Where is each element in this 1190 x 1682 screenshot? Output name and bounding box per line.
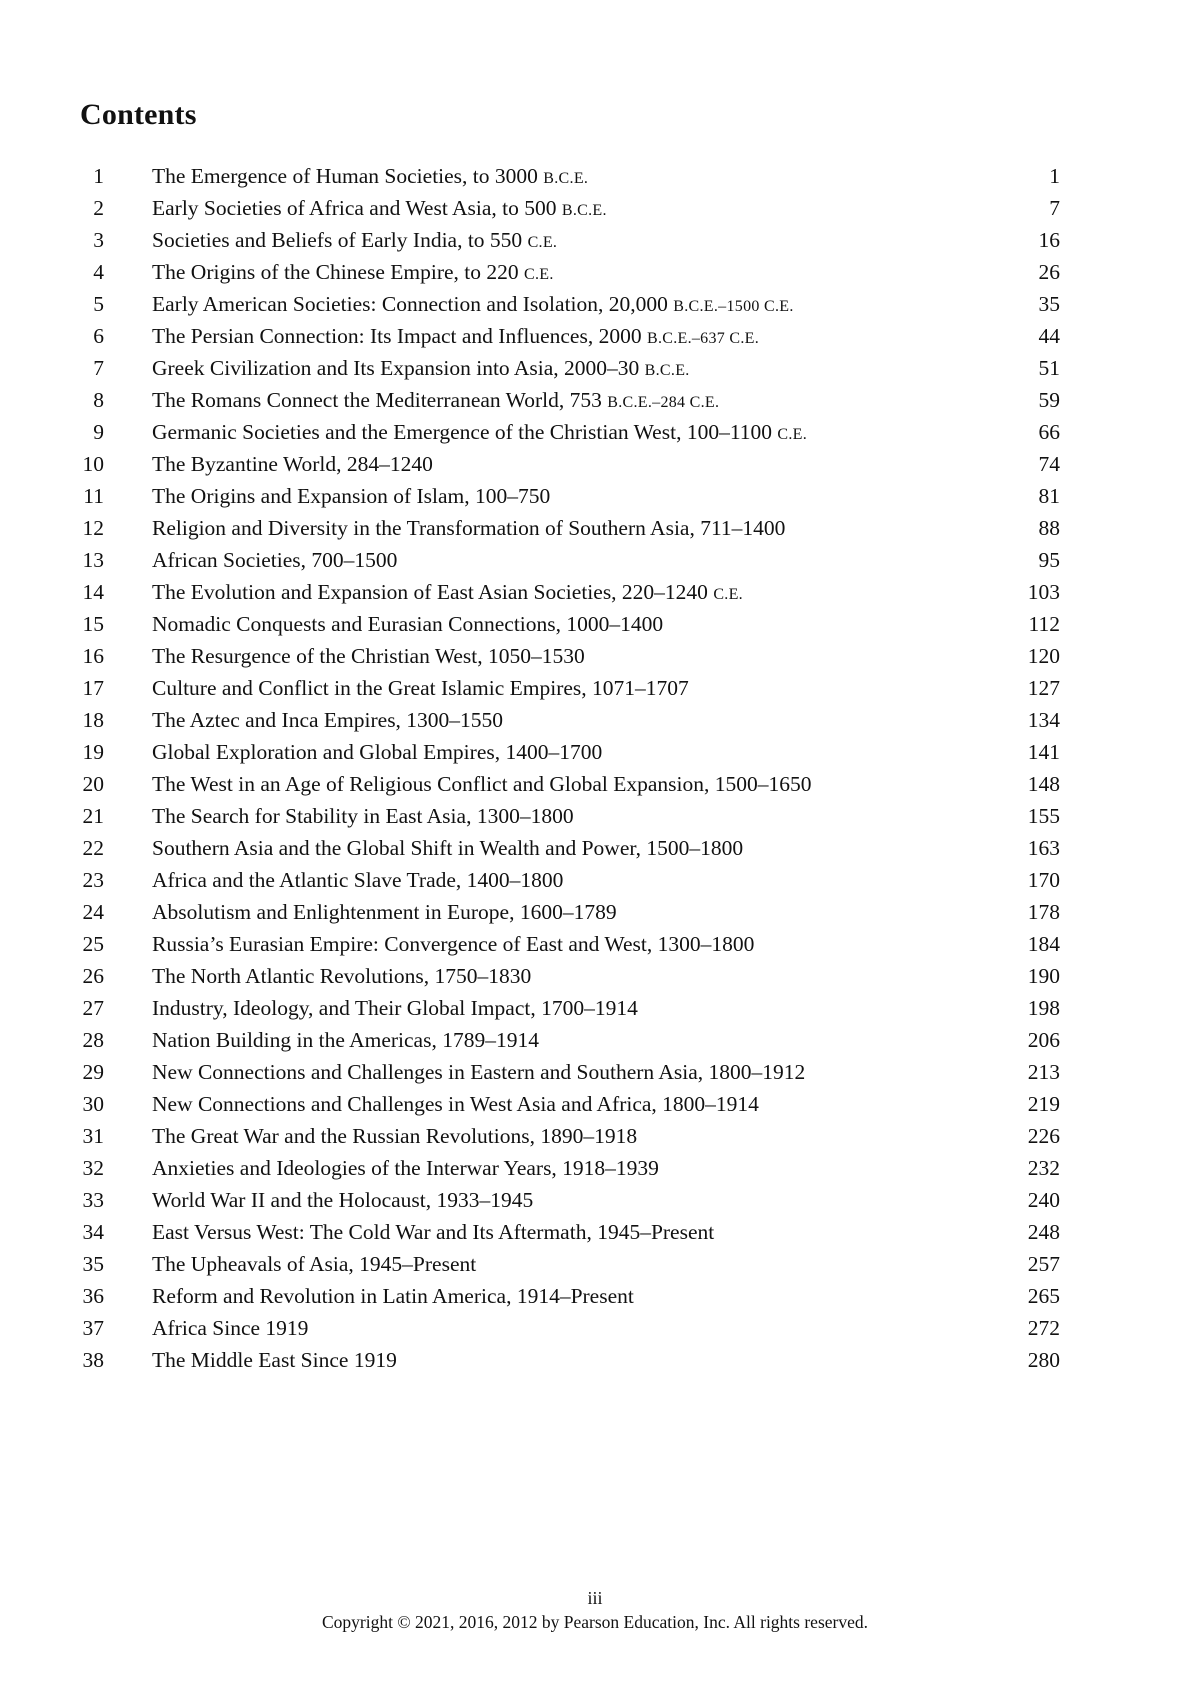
toc-entry-5[interactable] — [80, 288, 1060, 320]
toc-entry-22[interactable] — [80, 832, 1060, 864]
page-number: 103 — [1027, 580, 1060, 604]
page-number: 184 — [1027, 932, 1060, 956]
page-number: 265 — [1027, 1284, 1060, 1308]
era-label: B.C.E.–637 C.E. — [646, 330, 760, 347]
table-of-contents — [80, 160, 1060, 1376]
page-number: 155 — [1027, 804, 1060, 828]
chapter-number: 23 — [82, 868, 104, 892]
era-label: B.C.E.–284 C.E. — [607, 394, 720, 411]
era-label: C.E. — [524, 266, 554, 283]
era-label: C.E. — [713, 586, 743, 603]
copyright-notice: Copyright © 2021, 2016, 2012 by Pearson Education, Inc. All rights reserved. — [322, 1612, 868, 1632]
page-number: 257 — [1027, 1252, 1060, 1276]
chapter-number: 29 — [82, 1060, 104, 1084]
page-number: 51 — [1038, 356, 1060, 380]
toc-entry-25[interactable] — [80, 928, 1060, 960]
chapter-number: 35 — [82, 1252, 104, 1276]
chapter-title: Africa Since 1919 — [152, 1316, 309, 1340]
era-label: B.C.E. — [543, 170, 589, 187]
chapter-title: Absolutism and Enlightenment in Europe, 1600–1789 — [152, 900, 617, 924]
page-number: 141 — [1027, 740, 1060, 764]
chapter-number: 10 — [82, 452, 104, 476]
toc-entry-17[interactable] — [80, 672, 1060, 704]
page-number: 112 — [1028, 612, 1060, 636]
toc-entry-2[interactable] — [80, 192, 1060, 224]
toc-entry-9[interactable] — [80, 416, 1060, 448]
page-number: 66 — [1038, 420, 1060, 444]
page-number: 26 — [1038, 260, 1060, 284]
toc-entry-31[interactable] — [80, 1120, 1060, 1152]
chapter-number: 14 — [82, 580, 104, 604]
toc-entry-14[interactable] — [80, 576, 1060, 608]
chapter-title: The Middle East Since 1919 — [152, 1348, 397, 1372]
chapter-number: 13 — [82, 548, 104, 572]
toc-entry-16[interactable] — [80, 640, 1060, 672]
page-number: 272 — [1027, 1316, 1060, 1340]
chapter-number: 17 — [82, 676, 104, 700]
page-number: 226 — [1027, 1124, 1060, 1148]
chapter-number: 37 — [82, 1316, 104, 1340]
page-number: 219 — [1027, 1092, 1060, 1116]
chapter-number: 36 — [82, 1284, 104, 1308]
toc-entry-36[interactable] — [80, 1280, 1060, 1312]
toc-entry-6[interactable] — [80, 320, 1060, 352]
chapter-number: 4 — [93, 260, 104, 284]
chapter-title: The Upheavals of Asia, 1945–Present — [152, 1252, 477, 1276]
chapter-title: The Aztec and Inca Empires, 1300–1550 — [152, 708, 504, 732]
toc-entry-30[interactable] — [80, 1088, 1060, 1120]
page-title: Contents — [80, 98, 197, 131]
page-number: 88 — [1038, 516, 1060, 540]
chapter-title: Anxieties and Ideologies of the Interwar Years, 1918–1939 — [152, 1156, 659, 1180]
toc-entry-15[interactable] — [80, 608, 1060, 640]
page-folio: iii — [587, 1588, 603, 1608]
page-number: 163 — [1027, 836, 1060, 860]
chapter-title: Southern Asia and the Global Shift in Wealth and Power, 1500–1800 — [152, 836, 744, 860]
page-number: 232 — [1027, 1156, 1060, 1180]
chapter-number: 2 — [93, 196, 104, 220]
toc-entry-27[interactable] — [80, 992, 1060, 1024]
toc-entry-4[interactable] — [80, 256, 1060, 288]
toc-entry-13[interactable] — [80, 544, 1060, 576]
page-number: 81 — [1038, 484, 1060, 508]
page-number: 280 — [1027, 1348, 1060, 1372]
page-number: 44 — [1038, 324, 1060, 348]
toc-entry-1[interactable] — [80, 160, 1060, 192]
toc-entry-20[interactable] — [80, 768, 1060, 800]
page-number: 198 — [1027, 996, 1060, 1020]
chapter-number: 24 — [82, 900, 104, 924]
page-number: 190 — [1027, 964, 1060, 988]
chapter-title: The Romans Connect the Mediterranean World, 753 B.C.E.–284 C.E. — [152, 388, 720, 412]
page-number: 74 — [1038, 452, 1060, 476]
chapter-title: Nomadic Conquests and Eurasian Connections, 1000–1400 — [152, 612, 664, 636]
chapter-number: 22 — [82, 836, 104, 860]
chapter-number: 30 — [82, 1092, 104, 1116]
chapter-number: 27 — [82, 996, 104, 1020]
toc-entry-29[interactable] — [80, 1056, 1060, 1088]
chapter-number: 1 — [93, 164, 104, 188]
chapter-number: 6 — [93, 324, 104, 348]
chapter-title: The Origins of the Chinese Empire, to 220 C.E. — [152, 260, 554, 284]
chapter-number: 15 — [82, 612, 104, 636]
era-label: B.C.E. — [561, 202, 607, 219]
toc-entry-32[interactable] — [80, 1152, 1060, 1184]
chapter-title: Nation Building in the Americas, 1789–1914 — [152, 1028, 539, 1052]
page-number: 240 — [1027, 1188, 1060, 1212]
chapter-number: 28 — [82, 1028, 104, 1052]
page-number: 120 — [1027, 644, 1060, 668]
chapter-number: 34 — [82, 1220, 104, 1244]
chapter-title: Early Societies of Africa and West Asia, to 500 B.C.E. — [152, 196, 607, 220]
toc-entry-11[interactable] — [80, 480, 1060, 512]
chapter-title: African Societies, 700–1500 — [152, 548, 398, 572]
page-number: 170 — [1027, 868, 1060, 892]
chapter-title: New Connections and Challenges in West Asia and Africa, 1800–1914 — [152, 1092, 759, 1116]
chapter-number: 19 — [82, 740, 104, 764]
chapter-number: 3 — [93, 228, 104, 252]
era-label: C.E. — [527, 234, 558, 251]
chapter-number: 7 — [93, 356, 104, 380]
page-number: 134 — [1027, 708, 1060, 732]
chapter-title: World War II and the Holocaust, 1933–1945 — [152, 1188, 534, 1212]
chapter-number: 32 — [82, 1156, 104, 1180]
chapter-title: Russia’s Eurasian Empire: Convergence of East and West, 1300–1800 — [152, 932, 755, 956]
page-number: 206 — [1027, 1028, 1060, 1052]
chapter-number: 25 — [82, 932, 104, 956]
toc-entry-7[interactable] — [80, 352, 1060, 384]
chapter-title: Africa and the Atlantic Slave Trade, 1400–1800 — [152, 868, 564, 892]
toc-entry-19[interactable] — [80, 736, 1060, 768]
chapter-title: The Search for Stability in East Asia, 1300–1800 — [152, 804, 574, 828]
toc-entry-37[interactable] — [80, 1312, 1060, 1344]
page-number: 95 — [1038, 548, 1060, 572]
toc-entry-34[interactable] — [80, 1216, 1060, 1248]
chapter-title: The Great War and the Russian Revolutions, 1890–1918 — [152, 1124, 638, 1148]
chapter-number: 5 — [93, 292, 104, 316]
chapter-number: 12 — [82, 516, 104, 540]
chapter-title: Germanic Societies and the Emergence of the Christian West, 100–1100 C.E. — [152, 420, 808, 444]
toc-entry-21[interactable] — [80, 800, 1060, 832]
toc-entry-3[interactable] — [80, 224, 1060, 256]
page-number: 7 — [1049, 196, 1060, 220]
era-label: B.C.E. — [644, 362, 690, 379]
chapter-title: Reform and Revolution in Latin America, 1914–Present — [152, 1284, 634, 1308]
chapter-number: 20 — [82, 772, 104, 796]
chapter-number: 31 — [82, 1124, 104, 1148]
chapter-title: The Byzantine World, 284–1240 — [152, 452, 433, 476]
toc-entry-18[interactable] — [80, 704, 1060, 736]
page-number: 178 — [1027, 900, 1060, 924]
era-label: C.E. — [777, 426, 808, 443]
chapter-number: 26 — [82, 964, 104, 988]
toc-entry-10[interactable] — [80, 448, 1060, 480]
toc-entry-23[interactable] — [80, 864, 1060, 896]
toc-entry-26[interactable] — [80, 960, 1060, 992]
chapter-title: Industry, Ideology, and Their Global Impact, 1700–1914 — [152, 996, 638, 1020]
page-number: 59 — [1038, 388, 1060, 412]
page-number: 35 — [1038, 292, 1060, 316]
toc-entry-8[interactable] — [80, 384, 1060, 416]
chapter-number: 21 — [82, 804, 104, 828]
toc-entry-28[interactable] — [80, 1024, 1060, 1056]
chapter-title: Societies and Beliefs of Early India, to 550 C.E. — [152, 228, 558, 252]
chapter-number: 18 — [82, 708, 104, 732]
page-number: 148 — [1027, 772, 1060, 796]
chapter-number: 33 — [82, 1188, 104, 1212]
chapter-title: East Versus West: The Cold War and Its Aftermath, 1945–Present — [152, 1220, 715, 1244]
page-number: 127 — [1027, 676, 1060, 700]
page-number: 1 — [1049, 164, 1060, 188]
chapter-title: Greek Civilization and Its Expansion into Asia, 2000–30 B.C.E. — [152, 356, 690, 380]
page-number: 248 — [1027, 1220, 1060, 1244]
chapter-number: 11 — [83, 484, 104, 508]
chapter-number: 8 — [93, 388, 104, 412]
toc-entry-33[interactable] — [80, 1184, 1060, 1216]
toc-entry-38[interactable] — [80, 1344, 1060, 1376]
chapter-number: 16 — [82, 644, 104, 668]
chapter-number: 9 — [93, 420, 104, 444]
chapter-title: The Evolution and Expansion of East Asian Societies, 220–1240 C.E. — [152, 580, 743, 604]
chapter-title: The North Atlantic Revolutions, 1750–1830 — [152, 964, 532, 988]
chapter-title: The West in an Age of Religious Conflict and Global Expansion, 1500–1650 — [152, 772, 812, 796]
page-number: 213 — [1027, 1060, 1060, 1084]
chapter-title: The Resurgence of the Christian West, 1050–1530 — [152, 644, 585, 668]
chapter-title: Early American Societies: Connection and Isolation, 20,000 B.C.E.–1500 C.E. — [152, 292, 794, 316]
toc-entry-12[interactable] — [80, 512, 1060, 544]
page-number: 16 — [1038, 228, 1060, 252]
chapter-title: The Persian Connection: Its Impact and Influences, 2000 B.C.E.–637 C.E. — [152, 324, 760, 348]
chapter-title: The Origins and Expansion of Islam, 100–750 — [152, 484, 551, 508]
chapter-title: Culture and Conflict in the Great Islamic Empires, 1071–1707 — [152, 676, 689, 700]
chapter-title: New Connections and Challenges in Eastern and Southern Asia, 1800–1912 — [152, 1060, 806, 1084]
chapter-number: 38 — [82, 1348, 104, 1372]
toc-entry-35[interactable] — [80, 1248, 1060, 1280]
chapter-title: Religion and Diversity in the Transformation of Southern Asia, 711–1400 — [152, 516, 786, 540]
chapter-title: Global Exploration and Global Empires, 1400–1700 — [152, 740, 603, 764]
toc-entry-24[interactable] — [80, 896, 1060, 928]
chapter-title: The Emergence of Human Societies, to 3000 B.C.E. — [152, 164, 589, 188]
era-label: B.C.E.–1500 C.E. — [673, 298, 794, 315]
